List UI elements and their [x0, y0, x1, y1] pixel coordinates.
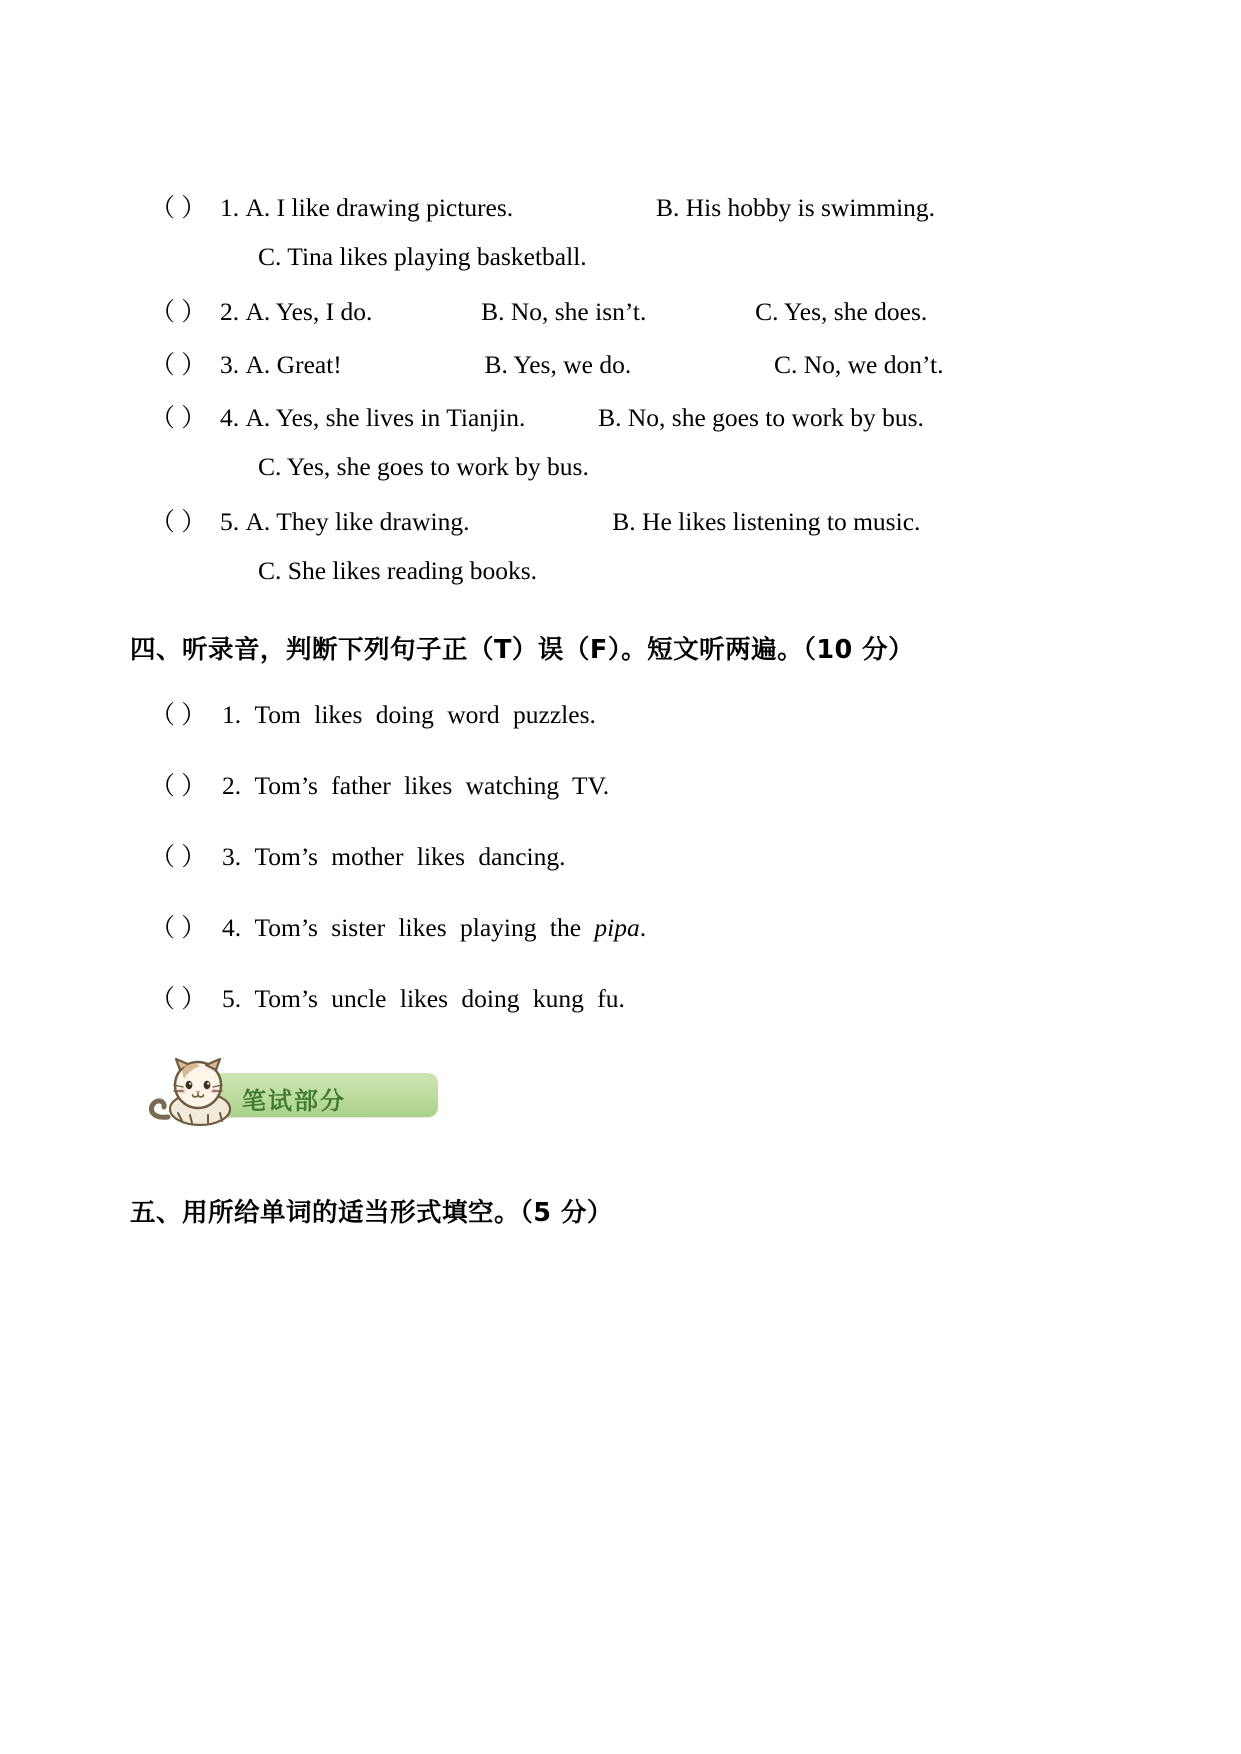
- statement-body: Tom’s mother likes dancing.: [254, 842, 566, 871]
- answer-bracket[interactable]: （ ）: [150, 915, 207, 942]
- statement-text: [241, 986, 625, 1012]
- question-item: [150, 195, 1110, 272]
- question-line: [150, 352, 1110, 378]
- answer-bracket[interactable]: （ ）: [150, 509, 207, 536]
- question-number: 4.: [220, 403, 240, 432]
- statement-text: [241, 702, 596, 728]
- option-a[interactable]: A. Great!: [245, 350, 342, 379]
- question-item: [150, 299, 1110, 325]
- statement-text: [241, 844, 565, 870]
- question-number: 5.: [220, 507, 240, 536]
- statement-tail: .: [639, 913, 647, 942]
- question-line: [150, 299, 1110, 325]
- section-four-questions: [150, 702, 1110, 1012]
- answer-bracket[interactable]: （ ）: [150, 773, 207, 800]
- answer-bracket[interactable]: （ ）: [150, 405, 207, 432]
- question-item: [150, 509, 1110, 586]
- question-item: [150, 773, 1110, 799]
- statement-body: Tom’s uncle likes doing kung fu.: [254, 984, 625, 1013]
- option-b[interactable]: B. Yes, we do.: [484, 350, 632, 379]
- question-number: 4.: [222, 913, 242, 942]
- answer-bracket[interactable]: （ ）: [150, 352, 207, 379]
- statement-text: [241, 773, 609, 799]
- option-c[interactable]: C. Yes, she goes to work by bus.: [258, 452, 589, 481]
- option-b[interactable]: B. He likes listening to music.: [612, 507, 921, 536]
- answer-bracket[interactable]: （ ）: [150, 299, 207, 326]
- option-c[interactable]: C. Yes, she does.: [755, 297, 928, 326]
- page-content: [130, 193, 1110, 1265]
- answer-bracket[interactable]: （ ）: [150, 986, 207, 1013]
- question-line: [150, 509, 1110, 535]
- option-c[interactable]: C. Tina likes playing basketball.: [258, 242, 587, 271]
- statement-body: Tom’s sister likes playing the: [254, 913, 595, 942]
- answer-bracket[interactable]: （ ）: [150, 844, 207, 871]
- section-five-heading: 五、用所给单词的适当形式填空。（5 分）: [130, 1198, 613, 1228]
- question-number: 3.: [220, 350, 240, 379]
- answer-bracket[interactable]: （ ）: [150, 195, 207, 222]
- statement-body: Tom’s father likes watching TV.: [254, 771, 610, 800]
- cat-icon: [138, 1057, 248, 1131]
- listening-choice-block: [150, 195, 1110, 586]
- written-part-banner: [138, 1057, 1110, 1131]
- question-item: [150, 352, 1110, 378]
- option-c[interactable]: C. She likes reading books.: [258, 556, 538, 585]
- question-item: [150, 986, 1110, 1012]
- option-group: [239, 195, 1110, 221]
- statement-body: Tom likes doing word puzzles.: [254, 700, 596, 729]
- question-item: [150, 702, 1110, 728]
- section-four-heading: 四、听录音，判断下列句子正（T）误（F）。短文听两遍。（10 分）: [130, 635, 915, 665]
- option-a[interactable]: A. They like drawing.: [245, 507, 470, 536]
- option-group: [239, 352, 1110, 378]
- option-a[interactable]: A. I like drawing pictures.: [245, 193, 514, 222]
- option-b[interactable]: B. No, she isn’t.: [481, 297, 647, 326]
- option-b[interactable]: B. His hobby is swimming.: [655, 193, 936, 222]
- answer-bracket[interactable]: （ ）: [150, 702, 207, 729]
- option-a[interactable]: A. Yes, I do.: [245, 297, 373, 326]
- statement-italic: pipa: [594, 913, 640, 942]
- question-number: 1.: [222, 700, 242, 729]
- question-item: [150, 844, 1110, 870]
- option-c[interactable]: C. No, we don’t.: [773, 350, 944, 379]
- question-number: 1.: [220, 193, 240, 222]
- option-group: [239, 405, 1110, 431]
- option-group: [239, 299, 1110, 325]
- option-group: [239, 509, 1110, 535]
- statement-text: [241, 915, 646, 941]
- question-line: [150, 195, 1110, 221]
- question-line: [150, 405, 1110, 431]
- question-number: 5.: [222, 984, 242, 1013]
- question-number: 2.: [222, 771, 242, 800]
- question-number: 3.: [222, 842, 242, 871]
- question-item: [150, 915, 1110, 941]
- question-item: [150, 405, 1110, 482]
- option-a[interactable]: A. Yes, she lives in Tianjin.: [245, 403, 526, 432]
- banner-label: 笔试部分: [242, 1087, 346, 1115]
- question-number: 2.: [220, 297, 240, 326]
- option-b[interactable]: B. No, she goes to work by bus.: [598, 403, 924, 432]
